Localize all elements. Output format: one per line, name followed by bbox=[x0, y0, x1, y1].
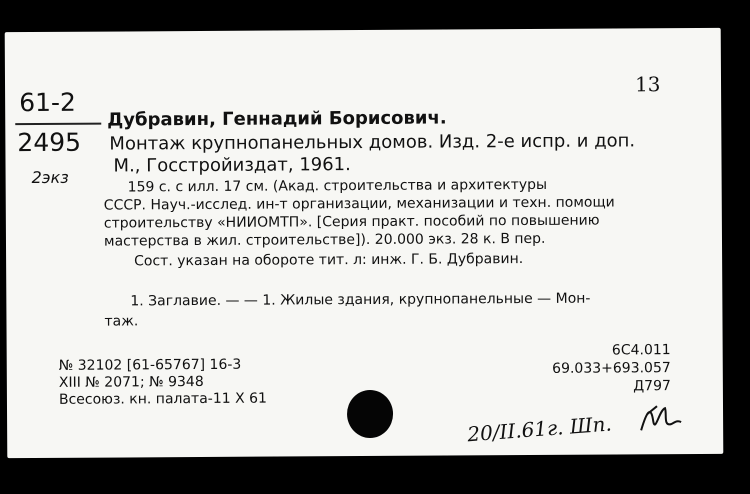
classification-code: 69.033+693.057 bbox=[552, 360, 671, 377]
classification-code: Д797 bbox=[633, 378, 671, 395]
classification-code: 6С4.011 bbox=[611, 342, 671, 359]
shelfmark-divider bbox=[15, 123, 101, 126]
description-line: мастерства в жил. строительстве]). 20.000 экз. 28 к. В пер. bbox=[103, 230, 546, 250]
description-line: СССР. Науч.-исслед. ин-т организации, механизации и техн. помощи bbox=[103, 194, 615, 214]
catalog-card bbox=[5, 28, 724, 458]
footer-left-line: № 32102 [61-65767] 16-3 bbox=[58, 356, 242, 374]
imprint: М., Госстройиздат, 1961. bbox=[113, 154, 351, 177]
description-line: строительству «НИИОМТП». [Серия практ. пособий по повышению bbox=[103, 212, 600, 232]
description-line: 159 с. с илл. 17 см. (Акад. строительства и архитектуры bbox=[127, 176, 548, 196]
handwritten-note: 20/II.61г. Шп. bbox=[466, 411, 613, 447]
footer-left-line: XIII № 2071; № 9348 bbox=[58, 373, 204, 391]
description-line: Сост. указан на обороте тит. л: инж. Г. Б. Дубравин. bbox=[134, 251, 524, 270]
shelfmark-line1: 61-2 bbox=[19, 87, 76, 118]
author: Дубравин, Геннадий Борисович. bbox=[107, 107, 447, 131]
punch-hole bbox=[347, 390, 393, 438]
footer-left-line: Всесоюз. кн. палата-11 X 61 bbox=[58, 390, 267, 408]
book-title: Монтаж крупнопанельных домов. Изд. 2-е испр. и доп. bbox=[109, 130, 636, 155]
shelfmark-line2: 2495 bbox=[17, 127, 82, 158]
shelfmark-copies: 2экз bbox=[31, 167, 69, 188]
subject-line: 1. Заглавие. — — 1. Жилые здания, крупнопанельные — Мон- bbox=[130, 290, 591, 310]
subject-line: таж. bbox=[104, 313, 139, 330]
handwritten-signature-icon bbox=[637, 400, 683, 440]
page-number: 13 bbox=[634, 72, 661, 97]
